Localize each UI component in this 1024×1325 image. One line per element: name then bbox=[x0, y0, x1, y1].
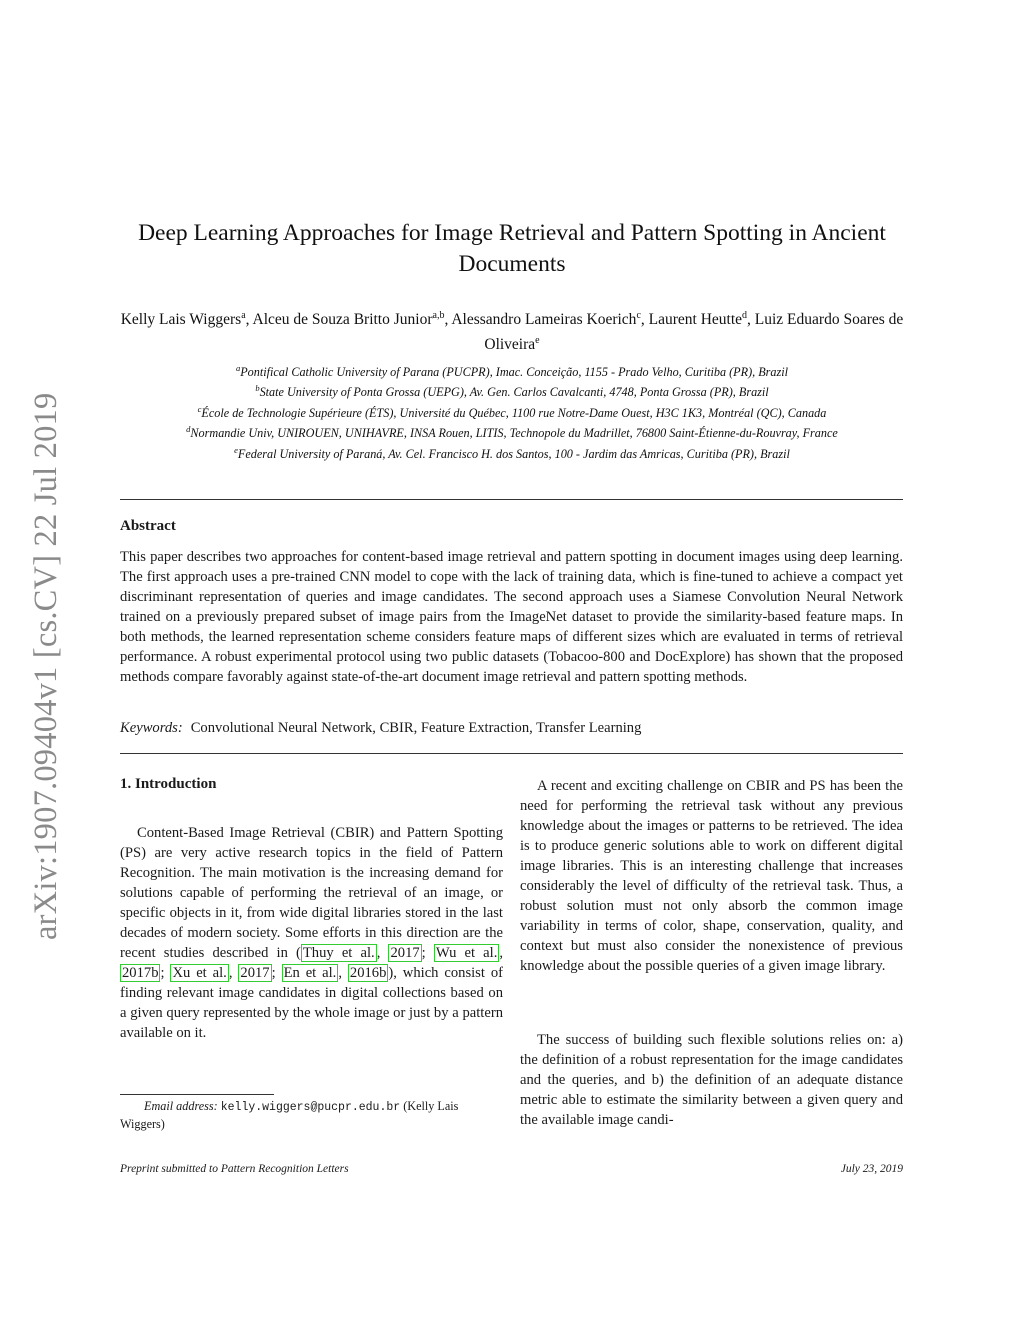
footnote-email bbox=[120, 1098, 503, 1133]
footnote-email-address[interactable]: kelly.wiggers@pucpr.edu.br bbox=[220, 1101, 401, 1114]
abstract-heading: Abstract bbox=[120, 518, 176, 534]
arxiv-stamp: arXiv:1907.09404v1 [cs.CV] 22 Jul 2019 bbox=[28, 392, 64, 940]
intro-p3-text: The success of building such flexible solutions relies on: a) the definition of a robust representation for the image candidates and the queries, and b) the definition of an adequate distance metric able to estimate the similarity between a given query and the available image candi- bbox=[520, 1032, 903, 1128]
citation-link[interactable]: 2016b bbox=[349, 965, 387, 981]
abstract-bottom-rule bbox=[120, 753, 903, 754]
intro-paragraph-1: Content-Based Image Retrieval (CBIR) and Pattern Spotting (PS) are very active research topics in the field of Pattern Recognition. The main motivation is the increasing demand for solutions capable of performing the retrieval of an image, or specific objects in it, from wide digital libraries stored in the last decades of modern society. Some efforts in this direction are the recent studies described in ( Thuy et al. , 2017 ; Wu et al. , 2017b ; Xu et al. , 2017 ; En et al. , 2016b ), which consist of finding relevant image candidates in digital collections based on a given query represented by the whole image or just by a pattern available on it. bbox=[120, 825, 504, 1041]
author-name: Kelly Lais Wiggers bbox=[120, 311, 242, 329]
author-affiliation-mark: a bbox=[241, 310, 246, 321]
author-name: Alceu de Souza Britto Junior bbox=[252, 311, 433, 329]
affiliation-mark: d bbox=[186, 424, 191, 435]
intro-p1-text-after: ), which consist of finding relevant image candidates in digital collections based on a given query represented by the whole image or just by a pattern available on it. bbox=[120, 965, 503, 1041]
paper-title: Deep Learning Approaches for Image Retrieval and Pattern Spotting in Ancient Documents bbox=[138, 220, 886, 277]
citation-link[interactable]: 2017b bbox=[122, 965, 159, 981]
affiliation-text: Pontifical Catholic University of Parana (PUCPR), Imac. Conceição, 1155 - Prado Velho, Curitiba (PR), Brazil bbox=[240, 365, 789, 380]
author-affiliation-mark: a,b bbox=[432, 310, 445, 321]
citation-link[interactable]: Thuy et al. bbox=[302, 945, 375, 961]
author-name: Alessandro Lameiras Koerich bbox=[451, 311, 637, 329]
intro-paragraph-3 bbox=[520, 1030, 903, 1130]
affiliation-item bbox=[110, 421, 914, 441]
citation-link[interactable]: Wu et al. bbox=[435, 945, 498, 961]
affiliation-text: École de Technologie Supérieure (ÉTS), Université du Québec, 1100 rue Notre-Dame Ouest, H3C 1K3, Montréal (QC), Canada bbox=[201, 406, 827, 420]
author-name: Luiz Eduardo Soares de Oliveira bbox=[484, 311, 904, 354]
citation-link[interactable]: Xu et al. bbox=[172, 965, 227, 981]
affiliation-item bbox=[110, 360, 914, 380]
abstract-top-rule bbox=[120, 499, 903, 500]
citation-link[interactable]: 2017 bbox=[390, 945, 420, 961]
affiliation-text: State University of Ponta Grossa (UEPG), Av. Gen. Carlos Cavalcanti, 4748, Ponta Grossa (PR), Brazil bbox=[259, 385, 769, 400]
footer-date: July 23, 2019 bbox=[840, 1163, 903, 1175]
affiliation-mark: e bbox=[234, 444, 238, 455]
keywords-label: Keywords: bbox=[120, 720, 183, 736]
footnote-label: Email address: bbox=[144, 1099, 218, 1113]
author-name: Laurent Heutte bbox=[648, 311, 743, 329]
affiliation-text: Federal University of Paraná, Av. Cel. Francisco H. dos Santos, 100 - Jardim das Amricas, Curitiba (PR), Brazil bbox=[237, 446, 790, 461]
affiliation-item bbox=[110, 442, 914, 462]
footnote-name: (Kelly Lais Wiggers) bbox=[120, 1099, 459, 1132]
author-affiliation-mark: e bbox=[535, 335, 540, 347]
footnote-rule bbox=[120, 1094, 274, 1095]
affiliation-mark: b bbox=[255, 383, 260, 394]
affiliation-item bbox=[110, 401, 914, 421]
author-list: Kelly Lais Wiggers$^a$, Alceu de Souza Britto Junior$^{a,b}$, Alessandro Lameiras Koerich$^c$, Laurent Heutte$^d$, Luiz Eduardo Soares de Oliveira$^e$ bbox=[120, 310, 904, 354]
citation-link[interactable]: 2017 bbox=[240, 965, 270, 981]
affiliation-mark: a bbox=[235, 363, 241, 373]
author-affiliation-mark: c bbox=[636, 310, 641, 321]
footer-preprint-note: Preprint submitted to Pattern Recognition Letters bbox=[120, 1163, 349, 1175]
abstract-text: This paper describes two approaches for content-based image retrieval and pattern spotting in document images using deep learning. The first approach uses a pre-trained CNN model to cope with the lack of training data, which is fine-tuned to achieve a compact yet discriminant representation of queries and image candidates. The second approach uses a Siamese Convolution Neural Network trained on a previously prepared subset of image pairs from the ImageNet dataset to provide the similarity-based feature maps. In both methods, the learned representation scheme considers feature maps of different sizes which are evaluated in terms of retrieval performance. A robust experimental protocol using two public datasets (Tobacoo-800 and DocExplore) has shown that the proposed methods compare favorably against state-of-the-art document image retrieval and pattern spotting methods. bbox=[120, 549, 903, 685]
intro-p2-text: A recent and exciting challenge on CBIR and PS has been the need for performing the retrieval task without any previous knowledge about the images or patterns to be retrieved. The idea is to produce generic solutions able to work on different digital image libraries. This is an interesting challenge that increases considerably the level of difficulty of the retrieval task. Thus, a robust solution must not only absorb the common image variability in terms of color, shape, conservation, quality, and context but must also consider the nonexistence of previous knowledge about the possible queries of a given image library. bbox=[520, 778, 903, 974]
author-affiliation-mark: d bbox=[742, 310, 748, 321]
keywords-text: Convolutional Neural Network, CBIR, Feature Extraction, Transfer Learning bbox=[190, 720, 642, 736]
keywords bbox=[120, 718, 903, 738]
intro-p1-text-before: Content-Based Image Retrieval (CBIR) and Pattern Spotting (PS) are very active research topics in the field of Pattern Recognition. The main motivation is the increasing demand for solutions capable of performing the retrieval of an image, or specific objects in it, from wide digital libraries stored in the last decades of modern society. Some efforts in this direction are the recent studies described in ( bbox=[120, 825, 503, 961]
affiliation-mark: c bbox=[197, 403, 202, 414]
affiliation-list bbox=[110, 360, 914, 462]
section-heading-introduction: 1. Introduction bbox=[120, 776, 217, 792]
affiliation-text: Normandie Univ, UNIROUEN, UNIHAVRE, INSA Rouen, LITIS, Technopole du Madrillet, 76800 Saint-Étienne-du-Rouvray, France bbox=[190, 426, 838, 441]
intro-paragraph-2 bbox=[520, 776, 903, 976]
citation-link[interactable]: En et al. bbox=[283, 965, 337, 981]
affiliation-item bbox=[110, 380, 914, 400]
